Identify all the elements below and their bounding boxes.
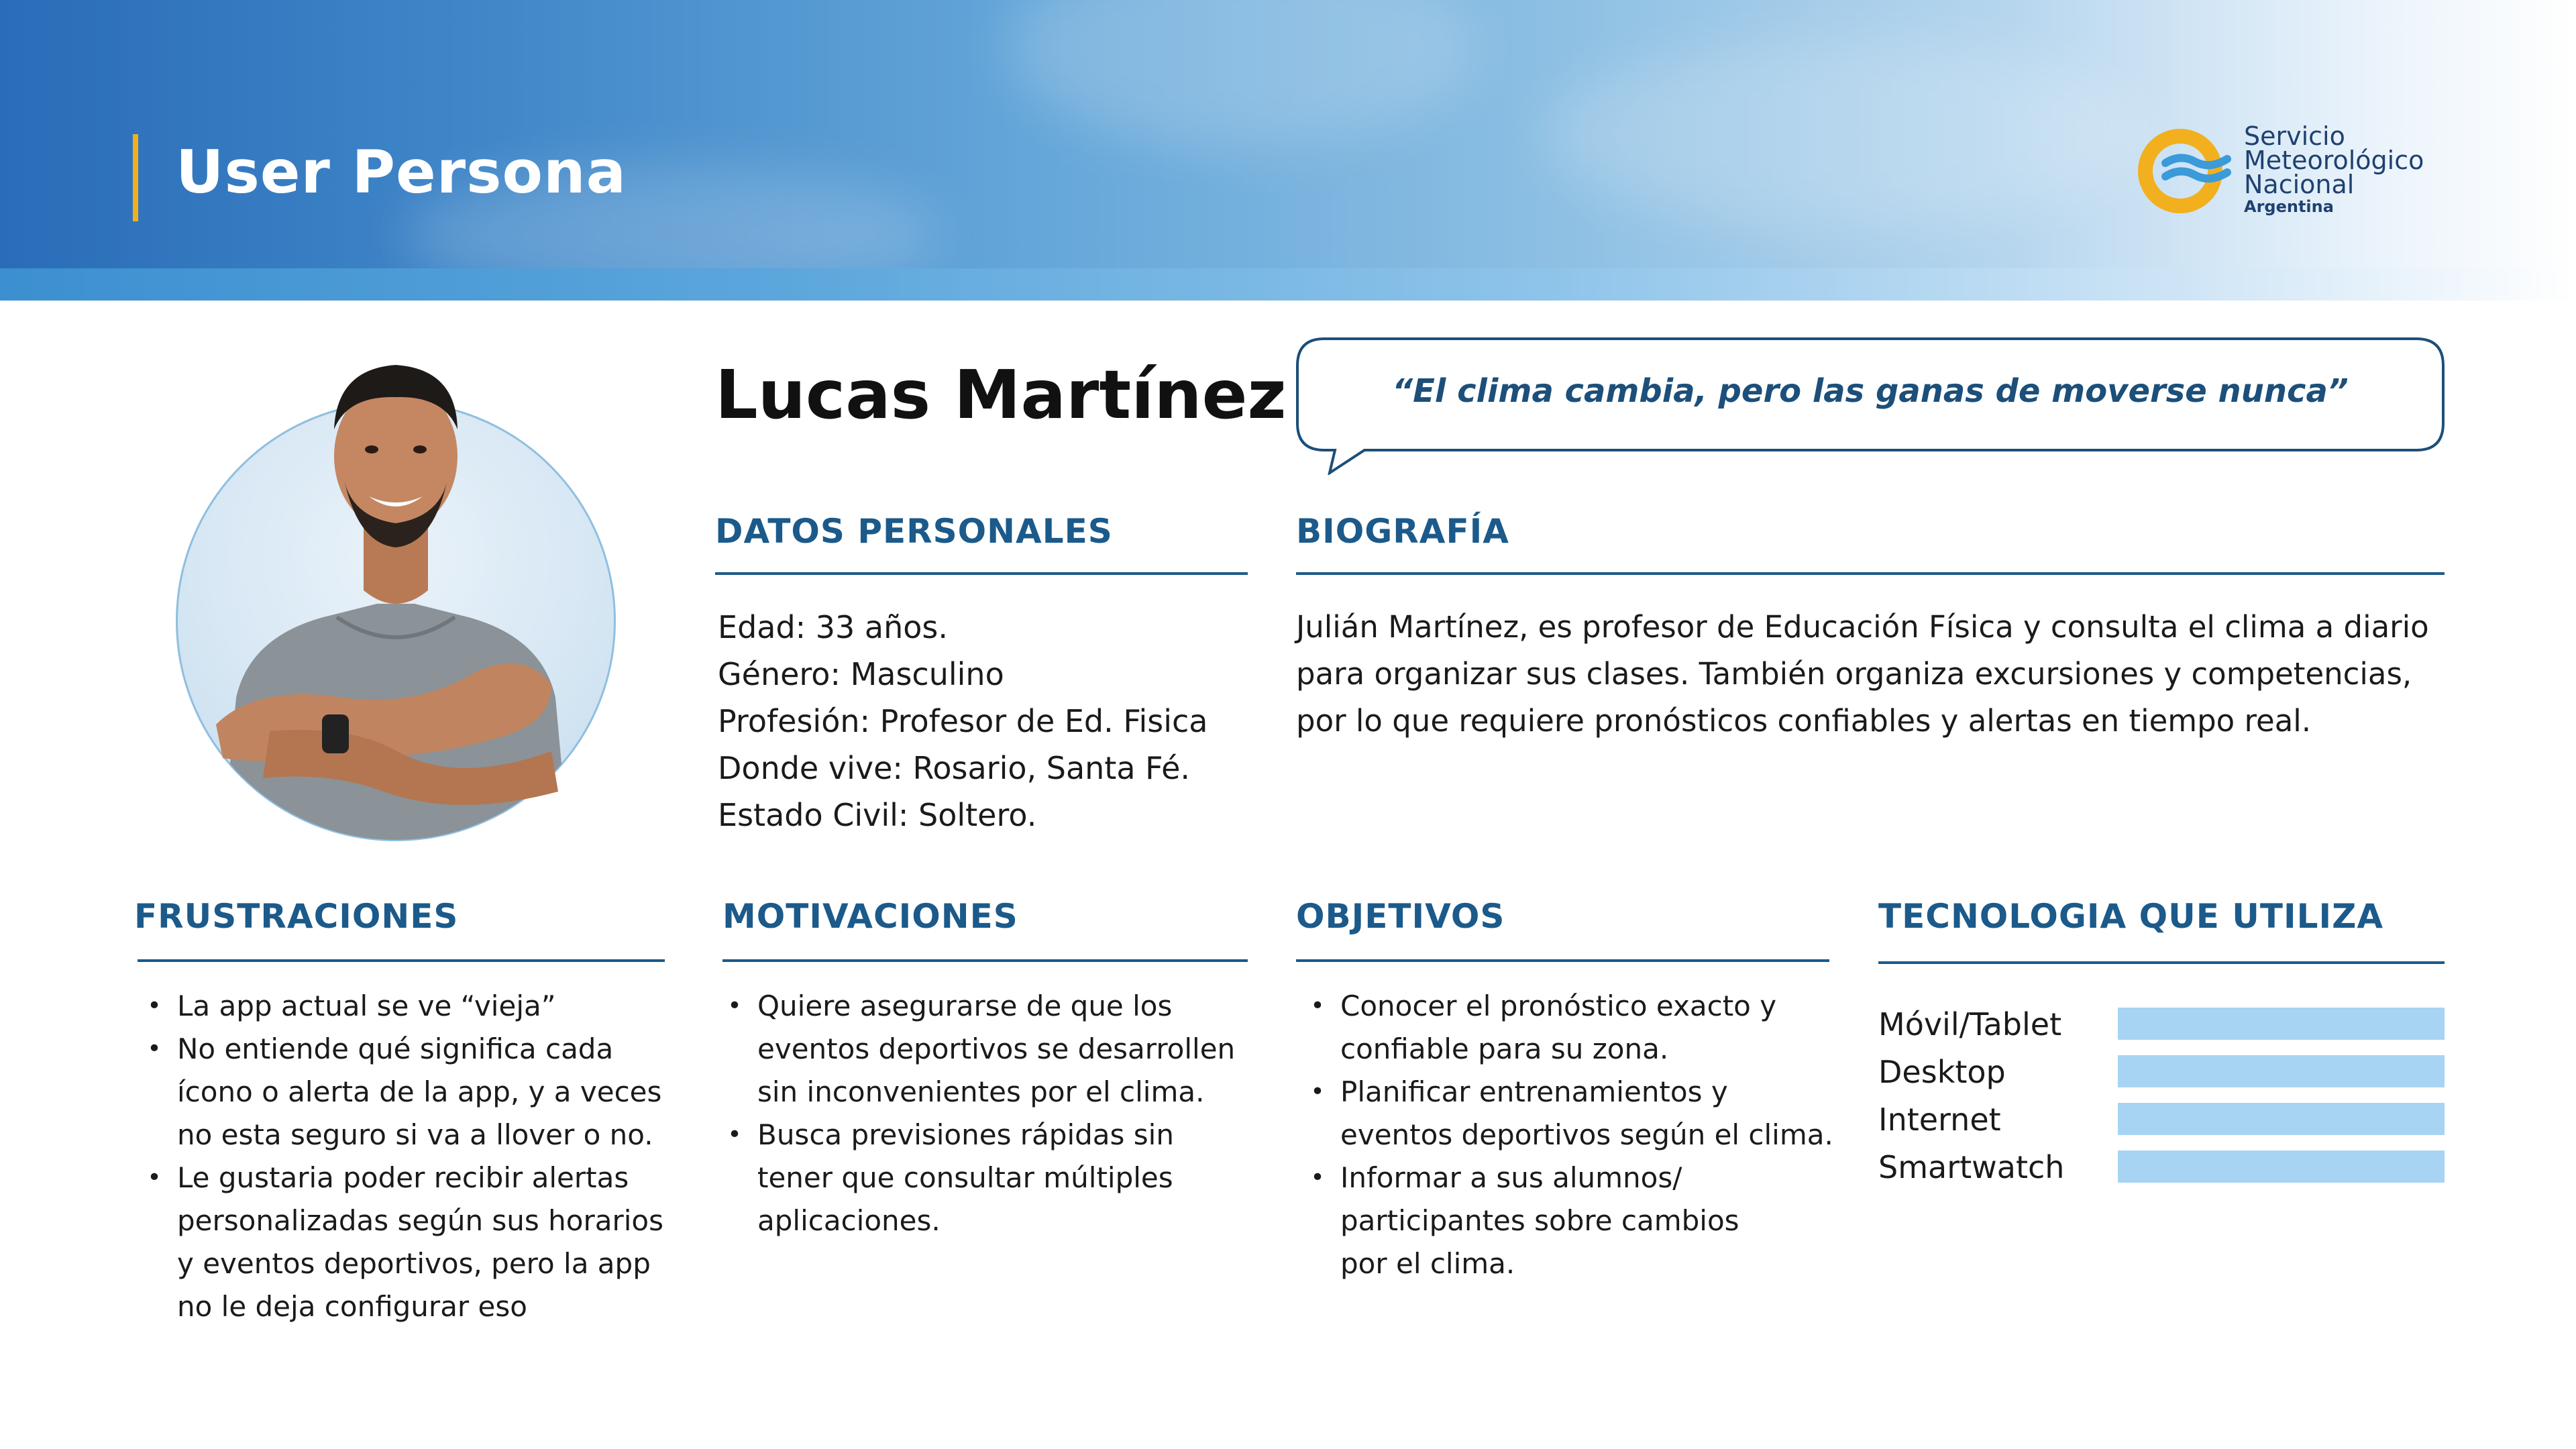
list-item-line: La app actual se ve “vieja”	[177, 989, 556, 1022]
list-item-line: Informar a sus alumnos/	[1340, 1161, 1682, 1194]
tech-row	[1878, 1142, 2445, 1190]
frustraciones-rule	[138, 959, 665, 962]
list-item-line: no esta seguro si va a llover o no.	[177, 1118, 653, 1151]
list-item-line: aplicaciones.	[757, 1204, 941, 1237]
motivaciones-rule	[722, 959, 1248, 962]
page-title: User Persona	[176, 138, 627, 207]
biografia-line: para organizar sus clases. También organiza excursiones y competencias,	[1296, 656, 2412, 692]
list-item-line: no le deja configurar eso	[177, 1290, 527, 1323]
list-item: • Planificar entrenamientos y eventos deportivos según el clima.	[1304, 1071, 1833, 1157]
objetivos-list	[1304, 985, 1833, 1285]
tech-usage-bar	[2118, 1055, 2445, 1087]
biografia-title: BIOGRAFÍA	[1296, 512, 1509, 551]
tech-usage-bar	[2118, 1103, 2445, 1135]
tech-row	[1878, 1095, 2445, 1142]
person-portrait-icon	[176, 322, 616, 845]
list-item-line: personalizadas según sus horarios	[177, 1204, 663, 1237]
datos-line: Género: Masculino	[718, 656, 1004, 692]
smn-swirl-icon	[2133, 124, 2234, 218]
list-item-line: sin inconvenientes por el clima.	[757, 1075, 1205, 1108]
tecnologia-title: TECNOLOGIA QUE UTILIZA	[1878, 897, 2384, 936]
tech-row	[1878, 1000, 2445, 1047]
tech-label: Desktop	[1878, 1054, 2006, 1090]
tech-track	[2118, 1150, 2445, 1183]
list-item: • Le gustaria poder recibir alertas personalizadas según sus horarios y eventos deportivos, pero la app no le deja configurar eso	[141, 1157, 663, 1328]
title-accent-bar	[133, 134, 138, 221]
header-strip	[0, 268, 2576, 301]
datos-line: Profesión: Profesor de Ed. Fisica	[718, 703, 1208, 739]
list-item-line: Planificar entrenamientos y	[1340, 1075, 1728, 1108]
biografia-rule	[1296, 572, 2445, 575]
tech-usage-bar	[2118, 1150, 2445, 1183]
motivaciones-list	[721, 985, 1235, 1242]
datos-line: Edad: 33 años.	[718, 609, 949, 645]
objetivos-title: OBJETIVOS	[1296, 897, 1505, 936]
list-item-line: y eventos deportivos, pero la app	[177, 1247, 651, 1280]
motivaciones-title: MOTIVACIONES	[722, 897, 1018, 936]
quote-bubble	[1296, 337, 2445, 451]
tech-label: Móvil/Tablet	[1878, 1006, 2062, 1042]
logo-line-3: Nacional	[2244, 170, 2355, 199]
list-item-line: Quiere asegurarse de que los	[757, 989, 1173, 1022]
list-item-line: eventos deportivos se desarrollen	[757, 1032, 1236, 1065]
persona-quote: “El clima cambia, pero las ganas de moverse nunca”	[1392, 372, 2349, 410]
smn-logo	[2133, 121, 2469, 218]
tech-label: Internet	[1878, 1102, 2001, 1138]
list-item-line: eventos deportivos según el clima.	[1340, 1118, 1833, 1151]
datos-title: DATOS PERSONALES	[715, 512, 1113, 551]
list-item: • Quiere asegurarse de que los eventos deportivos se desarrollen sin inconvenientes por el clima.	[721, 985, 1235, 1114]
frustraciones-title: FRUSTRACIONES	[134, 897, 459, 936]
biografia-text	[1296, 604, 2429, 745]
list-item-line: Le gustaria poder recibir alertas	[177, 1161, 629, 1194]
smn-logo-text	[2244, 121, 2424, 217]
datos-list	[718, 604, 1208, 839]
header-banner	[0, 0, 2576, 268]
logo-line-4: Argentina	[2244, 197, 2334, 216]
biografia-line: Julián Martínez, es profesor de Educación Física y consulta el clima a diario	[1296, 609, 2429, 645]
tech-usage-bar	[2118, 1008, 2445, 1040]
logo-line-2: Meteorológico	[2244, 146, 2424, 175]
tech-track	[2118, 1008, 2445, 1040]
list-item: • Busca previsiones rápidas sin tener que consultar múltiples aplicaciones.	[721, 1114, 1235, 1242]
list-item: • Conocer el pronóstico exacto y confiable para su zona.	[1304, 985, 1833, 1071]
list-item-line: No entiende qué significa cada	[177, 1032, 614, 1065]
list-item-line: participantes sobre cambios	[1340, 1204, 1739, 1237]
list-item-line: Busca previsiones rápidas sin	[757, 1118, 1174, 1151]
tecnologia-rule	[1878, 961, 2445, 964]
datos-line: Estado Civil: Soltero.	[718, 797, 1037, 833]
frustraciones-list	[141, 985, 663, 1328]
list-item-line: ícono o alerta de la app, y a veces	[177, 1075, 662, 1108]
datos-rule	[715, 572, 1248, 575]
objetivos-rule	[1296, 959, 1829, 962]
tech-row	[1878, 1047, 2445, 1095]
list-item: • No entiende qué significa cada ícono o alerta de la app, y a veces no esta seguro si va a llover o no.	[141, 1028, 663, 1157]
datos-line: Donde vive: Rosario, Santa Fé.	[718, 750, 1191, 786]
list-item-line: tener que consultar múltiples	[757, 1161, 1173, 1194]
list-item: • La app actual se ve “vieja”	[141, 985, 663, 1028]
tech-list	[1878, 1000, 2445, 1190]
list-item-line: Conocer el pronóstico exacto y	[1340, 989, 1777, 1022]
biografia-line: por lo que requiere pronósticos confiables y alertas en tiempo real.	[1296, 703, 2312, 739]
tech-track	[2118, 1103, 2445, 1135]
list-item-line: por el clima.	[1340, 1247, 1515, 1280]
logo-line-1: Servicio	[2244, 121, 2345, 151]
persona-name: Lucas Martínez	[715, 356, 1287, 434]
tech-label: Smartwatch	[1878, 1149, 2065, 1185]
list-item: • Informar a sus alumnos/ participantes sobre cambios por el clima.	[1304, 1157, 1833, 1285]
list-item-line: confiable para su zona.	[1340, 1032, 1669, 1065]
tech-track	[2118, 1055, 2445, 1087]
